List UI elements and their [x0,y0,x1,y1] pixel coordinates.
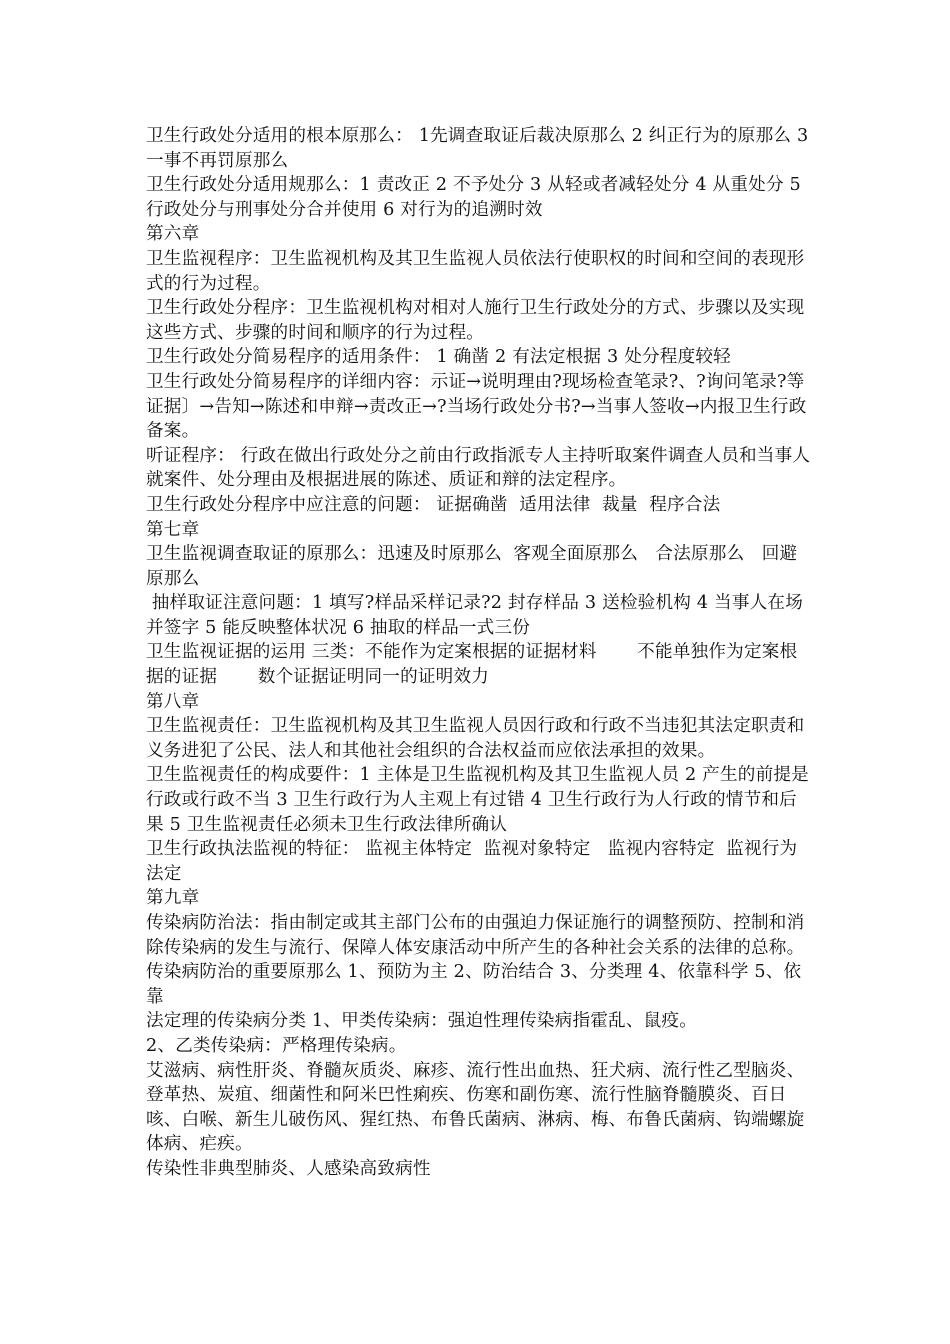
paragraph-procedure-notes: 卫生行政处分程序中应注意的问题： 证据确凿 适用法律 裁量 程序合法 [146,494,721,515]
chapter-heading-8: 第八章 [146,691,200,712]
paragraph-penalty-procedure: 卫生行政处分程序：卫生监视机构对相对人施行卫生行政处分的方式、步骤以及实现这些方式、步骤的时间和顺序的行为过程。 [146,298,805,343]
chapter-heading-9: 第九章 [146,888,200,909]
paragraph-sampling-issues: 抽样取证注意问题：1 填写?样品采样记录?2 封存样品 3 送检验机构 4 当事人在场并签字 5 能反映整体状况 6 抽取的样品一式三份 [146,593,804,638]
paragraph-rules: 卫生行政处分适用规那么：1 责改正 2 不予处分 3 从轻或者减轻处分 4 从重处分 5 行政处分与刑事处分合并使用 6 对行为的追溯时效 [146,175,807,220]
paragraph-enforcement-features: 卫生行政执法监视的特征： 监视主体特定 监视对象特定 监视内容特定 监视行为法定 [146,839,798,884]
paragraph-class-b: 2、乙类传染病：严格理传染病。 [146,1035,407,1056]
paragraph-sars: 传染性非典型肺炎、人感染高致病性 [146,1158,431,1179]
paragraph-hearing-procedure: 听证程序： 行政在做出行政处分之前由行政指派专人主持听取案件调查人员和当事人就案件、处分理由及根据进展的陈述、质证和辩的法定程序。 [146,445,811,491]
paragraph-liability-elements: 卫生监视责任的构成要件：1 主体是卫生监视机构及其卫生监视人员 2 产生的前提是行政或行政不当 3 卫生行政行为人主观上有过错 4 卫生行政行为人行政的情节和后果 5 卫生监视责任必须未卫生行政法律所确认 [146,765,809,835]
document-body [146,124,815,1182]
paragraph-supervision-procedure: 卫生监视程序：卫生监视机构及其卫生监视人员依法行使职权的时间和空间的表现形式的行为过程。 [146,248,805,294]
chapter-heading-6: 第六章 [146,224,200,245]
paragraph-simple-procedure-conditions: 卫生行政处分简易程序的适用条件： 1 确凿 2 有法定根据 3 处分程度较轻 [146,347,731,368]
paragraph-simple-procedure-content: 卫生行政处分简易程序的详细内容：示证→说明理由?现场检查笔录?、?询问笔录?等证据〕→告知→陈述和申辩→责改正→?当场行政处分书?→当事人签收→内报卫生行政备案。 [146,371,807,442]
paragraph-prevention-principles: 传染病防治的重要原那么 1、预防为主 2、防治结合 3、分类理 4、依靠科学 5、依靠 [146,962,802,1007]
paragraph-supervision-liability: 卫生监视责任：卫生监视机构及其卫生监视人员因行政和行政不当违犯其法定职责和义务进犯了公民、法人和其他社会组织的合法权益而应依法承担的效果。 [146,716,805,761]
paragraph-principles: 卫生行政处分适用的根本原那么： 1先调查取证后裁决原那么 2 纠正行为的原那么 3 一事不再罚原那么 [146,126,815,171]
paragraph-investigation-principles: 卫生监视调查取证的原那么：迅速及时原那么 客观全面原那么 合法原那么 回避原那么 [146,544,798,589]
paragraph-class-b-list: 艾滋病、病性肝炎、脊髓灰质炎、麻疹、流行性出血热、狂犬病、流行性乙型脑炎、登革热、炭疽、细菌性和阿米巴性痢疾、伤寒和副伤寒、流行性脑脊髓膜炎、百日咳、白喉、新生儿破伤风、猩红热、布鲁氏菌病、淋病、梅、布鲁氏菌病、钩端螺旋体病、疟疾。 [146,1060,805,1155]
paragraph-disease-classification: 法定理的传染病分类 1、甲类传染病：强迫性理传染病指霍乱、鼠疫。 [146,1011,698,1032]
chapter-heading-7: 第七章 [146,519,200,540]
paragraph-infectious-disease-law: 传染病防治法：指由制定或其主部门公布的由强迫力保证施行的调整预防、控制和消除传染病的发生与流行、保障人体安康活动中所产生的各种社会关系的法律的总称。 [146,913,805,958]
paragraph-evidence-use: 卫生监视证据的运用 三类：不能作为定案根据的证据材料 不能单独作为定案根据的证据 数个证据证明同一的证明效力 [146,642,798,688]
